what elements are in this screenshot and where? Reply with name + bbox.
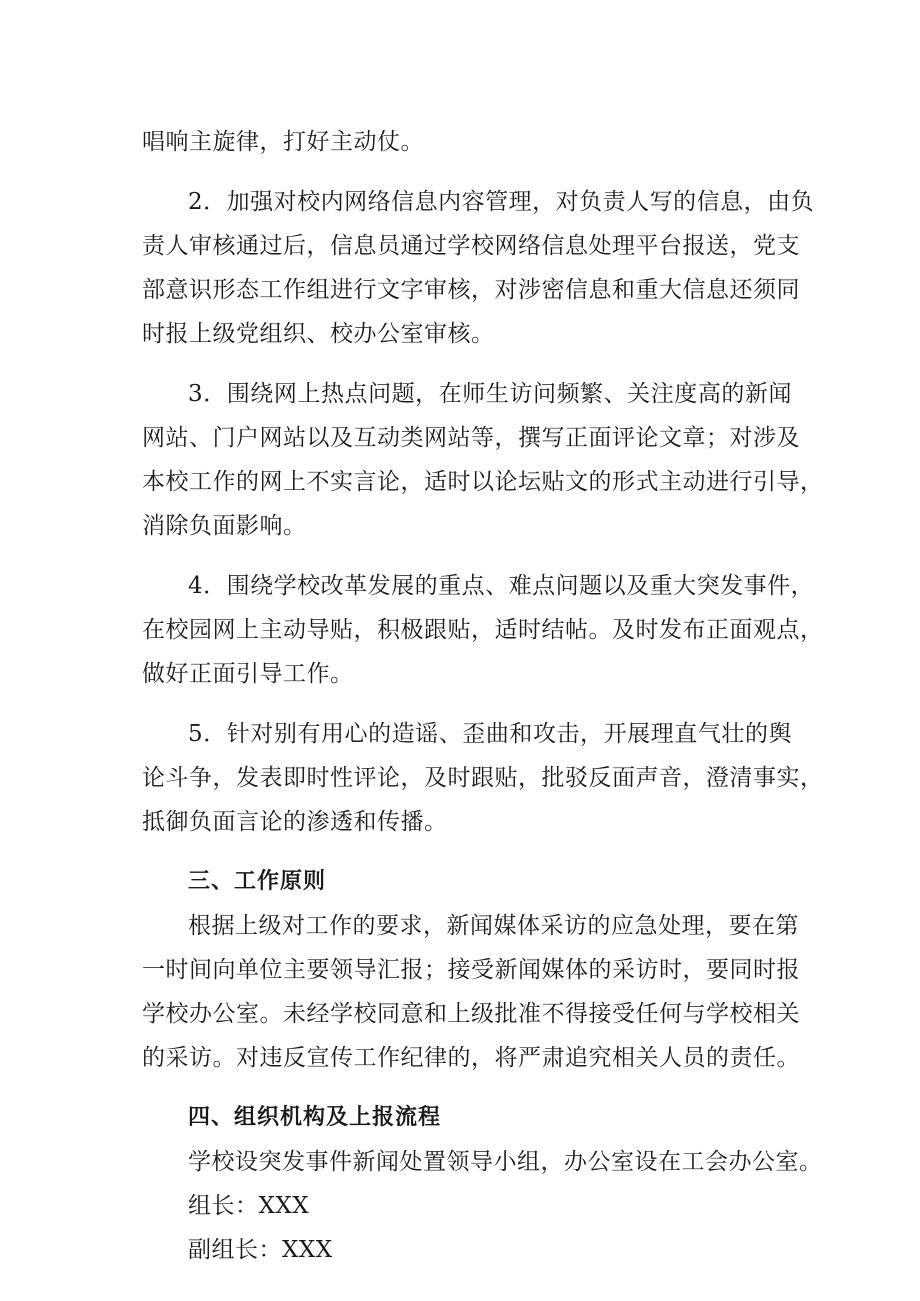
section-heading: 三、工作原则 [188, 869, 327, 894]
paragraph-line: 部意识形态工作组进行文字审核，对涉密信息和重大信息还须同 [142, 277, 800, 303]
document-body [142, 120, 824, 1272]
deputy-leader-line: 副组长：XXX [188, 1237, 333, 1263]
paragraph-continuation [142, 120, 792, 164]
paragraph-line: 学校办公室。未经学校同意和上级批准不得接受任何与学校相关 [142, 1001, 800, 1027]
section-4 [142, 1096, 823, 1272]
paragraph-line: 一时间向单位主要领导汇报；接受新闻媒体的采访时，要同时报 [142, 957, 800, 983]
paragraph-item-4 [142, 564, 824, 696]
section-3 [142, 860, 800, 1080]
paragraph-line: 责人审核通过后，信息员通过学校网络信息处理平台报送，党支 [142, 233, 800, 259]
paragraph-line: 根据上级对工作的要求，新闻媒体采访的应急处理，要在第 [188, 913, 799, 939]
leader-line: 组长：XXX [188, 1193, 310, 1219]
paragraph-line: 网站、门户网站以及互动类网站等，撰写正面评论文章；对涉及 [142, 425, 800, 451]
paragraph-item-5 [142, 712, 824, 844]
paragraph-line: 抵御负面言论的渗透和传播。 [142, 809, 448, 835]
paragraph-line: 在校园网上主动导贴，积极跟贴，适时结帖。及时发布正面观点， [142, 617, 824, 643]
paragraph-line: 2．加强对校内网络信息内容管理，对负责人写的信息，由负 [188, 189, 815, 215]
paragraph-line: 消除负面影响。 [142, 513, 307, 539]
section-heading: 四、组织机构及上报流程 [188, 1105, 442, 1130]
paragraph-line: 3．围绕网上热点问题，在师生访问频繁、关注度高的新闻 [188, 381, 792, 407]
paragraph-line: 时报上级党组织、校办公室审核。 [142, 321, 495, 347]
paragraph-item-3 [142, 372, 824, 548]
paragraph-line: 本校工作的网上不实言论，适时以论坛贴文的形式主动进行引导， [142, 469, 824, 495]
paragraph-line: 论斗争，发表即时性评论，及时跟贴，批驳反面声音，澄清事实， [142, 765, 824, 791]
paragraph-line: 唱响主旋律，打好主动仗。 [142, 129, 424, 155]
paragraph-line: 4．围绕学校改革发展的重点、难点问题以及重大突发事件， [188, 573, 815, 599]
section-intro: 学校设突发事件新闻处置领导小组，办公室设在工会办公室。 [188, 1149, 823, 1175]
paragraph-item-2 [142, 180, 815, 356]
paragraph-line: 的采访。对违反宣传工作纪律的，将严肃追究相关人员的责任。 [142, 1045, 800, 1071]
paragraph-line: 5．针对别有用心的造谣、歪曲和攻击，开展理直气壮的舆 [188, 721, 792, 747]
paragraph-line: 做好正面引导工作。 [142, 661, 354, 687]
